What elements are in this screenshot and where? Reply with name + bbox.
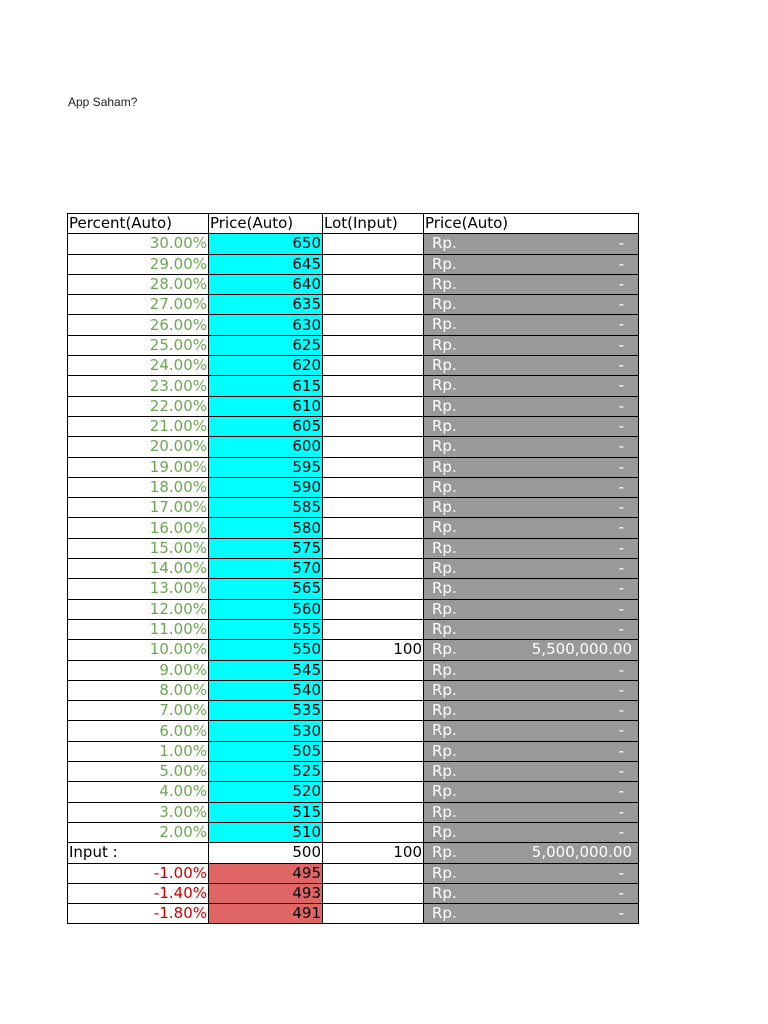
- price-cell: 500: [209, 843, 323, 863]
- price-cell: 520: [209, 782, 323, 802]
- table-row: [68, 416, 639, 436]
- percent-cell: 28.00%: [68, 274, 209, 294]
- total-price-cell: [424, 721, 639, 741]
- total-price-cell: [424, 559, 639, 579]
- price-cell: 525: [209, 762, 323, 782]
- currency-label: Rp.: [432, 599, 457, 618]
- table-row: [68, 538, 639, 558]
- percent-cell: 4.00%: [68, 782, 209, 802]
- amount-value: -: [618, 782, 624, 801]
- total-price-cell: [424, 599, 639, 619]
- lot-input-cell[interactable]: [323, 883, 424, 903]
- total-price-cell: [424, 782, 639, 802]
- currency-label: Rp.: [432, 498, 457, 517]
- lot-input-cell[interactable]: [323, 579, 424, 599]
- table-row: [68, 477, 639, 497]
- currency-label: Rp.: [432, 477, 457, 496]
- currency-label: Rp.: [432, 538, 457, 557]
- amount-value: -: [618, 701, 624, 720]
- percent-cell: 27.00%: [68, 295, 209, 315]
- price-cell: 605: [209, 416, 323, 436]
- currency-label: Rp.: [432, 843, 457, 862]
- amount-value: -: [618, 274, 624, 293]
- currency-label: Rp.: [432, 376, 457, 395]
- price-cell: 550: [209, 640, 323, 660]
- amount-value: -: [618, 254, 624, 273]
- total-price-cell: [424, 295, 639, 315]
- total-price-cell: [424, 680, 639, 700]
- lot-input-cell[interactable]: [323, 721, 424, 741]
- lot-input-cell[interactable]: [323, 396, 424, 416]
- percent-cell: 17.00%: [68, 498, 209, 518]
- amount-value: 5,000,000.00: [531, 843, 632, 862]
- amount-value: -: [618, 416, 624, 435]
- amount-value: -: [618, 538, 624, 557]
- table-body: [68, 214, 639, 924]
- amount-value: -: [618, 599, 624, 618]
- price-cell: 580: [209, 518, 323, 538]
- amount-value: -: [618, 802, 624, 821]
- currency-label: Rp.: [432, 822, 457, 841]
- currency-label: Rp.: [432, 782, 457, 801]
- currency-label: Rp.: [432, 254, 457, 273]
- currency-label: Rp.: [432, 234, 457, 253]
- table-row: [68, 660, 639, 680]
- currency-label: Rp.: [432, 802, 457, 821]
- total-price-cell: [424, 640, 639, 660]
- lot-input-cell[interactable]: [323, 315, 424, 335]
- percent-cell: 6.00%: [68, 721, 209, 741]
- percent-cell: 26.00%: [68, 315, 209, 335]
- header-total-price: Price(Auto): [424, 214, 639, 234]
- lot-input-cell[interactable]: [323, 863, 424, 883]
- percent-cell: 10.00%: [68, 640, 209, 660]
- header-percent: Percent(Auto): [68, 214, 209, 234]
- price-cell: 625: [209, 335, 323, 355]
- total-price-cell: [424, 660, 639, 680]
- price-cell: 505: [209, 741, 323, 761]
- price-cell: 570: [209, 559, 323, 579]
- amount-value: -: [618, 498, 624, 517]
- table-row: [68, 822, 639, 842]
- amount-value: -: [618, 396, 624, 415]
- percent-cell: 14.00%: [68, 559, 209, 579]
- lot-input-cell[interactable]: [323, 802, 424, 822]
- amount-value: -: [618, 579, 624, 598]
- currency-label: Rp.: [432, 396, 457, 415]
- lot-input-cell[interactable]: [323, 822, 424, 842]
- document-title: App Saham?: [68, 95, 138, 109]
- lot-input-cell[interactable]: [323, 701, 424, 721]
- currency-label: Rp.: [432, 274, 457, 293]
- table-row: [68, 518, 639, 538]
- currency-label: Rp.: [432, 416, 457, 435]
- price-cell: 640: [209, 274, 323, 294]
- table-row: [68, 457, 639, 477]
- currency-label: Rp.: [432, 315, 457, 334]
- amount-value: 5,500,000.00: [531, 640, 632, 659]
- percent-cell: 8.00%: [68, 680, 209, 700]
- total-price-cell: [424, 437, 639, 457]
- total-price-cell: [424, 762, 639, 782]
- table-row: [68, 376, 639, 396]
- percent-cell: -1.00%: [68, 863, 209, 883]
- total-price-cell: [424, 315, 639, 335]
- percent-cell: Input :: [68, 843, 209, 863]
- price-cell: 535: [209, 701, 323, 721]
- lot-input-cell[interactable]: [323, 254, 424, 274]
- lot-input-cell[interactable]: [323, 741, 424, 761]
- currency-label: Rp.: [432, 863, 457, 882]
- total-price-cell: [424, 619, 639, 639]
- percent-cell: -1.40%: [68, 883, 209, 903]
- total-price-cell: [424, 234, 639, 254]
- total-price-cell: [424, 254, 639, 274]
- amount-value: -: [618, 883, 624, 902]
- table-row: [68, 599, 639, 619]
- lot-input-cell[interactable]: [323, 680, 424, 700]
- total-price-cell: [424, 518, 639, 538]
- currency-label: Rp.: [432, 741, 457, 760]
- table-row: [68, 680, 639, 700]
- table-row: [68, 396, 639, 416]
- amount-value: -: [618, 437, 624, 456]
- price-cell: 590: [209, 477, 323, 497]
- lot-input-cell[interactable]: [323, 599, 424, 619]
- total-price-cell: [424, 802, 639, 822]
- percent-cell: 2.00%: [68, 822, 209, 842]
- price-cell: 491: [209, 904, 323, 924]
- price-cell: 565: [209, 579, 323, 599]
- percent-cell: 24.00%: [68, 356, 209, 376]
- percent-cell: 11.00%: [68, 619, 209, 639]
- lot-input-cell[interactable]: [323, 477, 424, 497]
- percent-cell: 23.00%: [68, 376, 209, 396]
- lot-input-cell[interactable]: [323, 660, 424, 680]
- header-price: Price(Auto): [209, 214, 323, 234]
- price-cell: 555: [209, 619, 323, 639]
- lot-input-cell[interactable]: [323, 356, 424, 376]
- lot-input-cell[interactable]: [323, 376, 424, 396]
- percent-cell: 25.00%: [68, 335, 209, 355]
- lot-input-cell[interactable]: 100: [323, 640, 424, 660]
- currency-label: Rp.: [432, 701, 457, 720]
- table-row: [68, 640, 639, 660]
- currency-label: Rp.: [432, 619, 457, 638]
- currency-label: Rp.: [432, 721, 457, 740]
- amount-value: -: [618, 376, 624, 395]
- table-row: [68, 274, 639, 294]
- percent-cell: 21.00%: [68, 416, 209, 436]
- amount-value: -: [618, 234, 624, 253]
- header-lot: Lot(Input): [323, 214, 424, 234]
- price-cell: 620: [209, 356, 323, 376]
- percent-cell: 9.00%: [68, 660, 209, 680]
- table-row: [68, 802, 639, 822]
- percent-cell: 29.00%: [68, 254, 209, 274]
- percent-cell: 13.00%: [68, 579, 209, 599]
- table-row: [68, 356, 639, 376]
- amount-value: -: [618, 315, 624, 334]
- table-row: [68, 254, 639, 274]
- amount-value: -: [618, 904, 624, 923]
- amount-value: -: [618, 863, 624, 882]
- amount-value: -: [618, 680, 624, 699]
- total-price-cell: [424, 579, 639, 599]
- price-cell: 630: [209, 315, 323, 335]
- lot-input-cell[interactable]: [323, 904, 424, 924]
- table-row: [68, 437, 639, 457]
- lot-input-cell[interactable]: [323, 518, 424, 538]
- amount-value: -: [618, 559, 624, 578]
- total-price-cell: [424, 356, 639, 376]
- lot-input-cell[interactable]: [323, 619, 424, 639]
- lot-input-cell[interactable]: [323, 762, 424, 782]
- price-cell: 495: [209, 863, 323, 883]
- amount-value: -: [618, 356, 624, 375]
- amount-value: -: [618, 335, 624, 354]
- table-row: [68, 904, 639, 924]
- price-cell: 515: [209, 802, 323, 822]
- price-cell: 610: [209, 396, 323, 416]
- currency-label: Rp.: [432, 437, 457, 456]
- table-row: [68, 315, 639, 335]
- total-price-cell: [424, 335, 639, 355]
- price-cell: 645: [209, 254, 323, 274]
- table-row: [68, 741, 639, 761]
- table-row: [68, 335, 639, 355]
- stock-price-table: [67, 213, 639, 924]
- total-price-cell: [424, 498, 639, 518]
- lot-input-cell[interactable]: [323, 437, 424, 457]
- amount-value: -: [618, 477, 624, 496]
- lot-input-cell[interactable]: [323, 457, 424, 477]
- total-price-cell: [424, 904, 639, 924]
- currency-label: Rp.: [432, 883, 457, 902]
- table-row: [68, 843, 639, 863]
- price-cell: 650: [209, 234, 323, 254]
- table-row: [68, 559, 639, 579]
- amount-value: -: [618, 822, 624, 841]
- percent-cell: 7.00%: [68, 701, 209, 721]
- currency-label: Rp.: [432, 640, 457, 659]
- amount-value: -: [618, 619, 624, 638]
- percent-cell: 5.00%: [68, 762, 209, 782]
- lot-input-cell[interactable]: [323, 538, 424, 558]
- price-cell: 560: [209, 599, 323, 619]
- table-row: [68, 234, 639, 254]
- percent-cell: 16.00%: [68, 518, 209, 538]
- table-row: [68, 883, 639, 903]
- amount-value: -: [618, 741, 624, 760]
- currency-label: Rp.: [432, 660, 457, 679]
- price-cell: 600: [209, 437, 323, 457]
- percent-cell: 20.00%: [68, 437, 209, 457]
- table-row: [68, 701, 639, 721]
- price-cell: 615: [209, 376, 323, 396]
- amount-value: -: [618, 762, 624, 781]
- header-row: [68, 214, 639, 234]
- table-row: [68, 762, 639, 782]
- percent-cell: 3.00%: [68, 802, 209, 822]
- total-price-cell: [424, 274, 639, 294]
- price-cell: 585: [209, 498, 323, 518]
- table-row: [68, 721, 639, 741]
- lot-input-cell[interactable]: [323, 335, 424, 355]
- total-price-cell: [424, 538, 639, 558]
- currency-label: Rp.: [432, 680, 457, 699]
- percent-cell: -1.80%: [68, 904, 209, 924]
- percent-cell: 19.00%: [68, 457, 209, 477]
- amount-value: -: [618, 660, 624, 679]
- lot-input-cell[interactable]: [323, 559, 424, 579]
- lot-input-cell[interactable]: [323, 234, 424, 254]
- total-price-cell: [424, 741, 639, 761]
- table-row: [68, 295, 639, 315]
- currency-label: Rp.: [432, 559, 457, 578]
- total-price-cell: [424, 863, 639, 883]
- total-price-cell: [424, 457, 639, 477]
- percent-cell: 22.00%: [68, 396, 209, 416]
- price-cell: 595: [209, 457, 323, 477]
- price-cell: 575: [209, 538, 323, 558]
- percent-cell: 15.00%: [68, 538, 209, 558]
- currency-label: Rp.: [432, 579, 457, 598]
- lot-input-cell[interactable]: 100: [323, 843, 424, 863]
- amount-value: -: [618, 518, 624, 537]
- lot-input-cell[interactable]: [323, 295, 424, 315]
- total-price-cell: [424, 701, 639, 721]
- currency-label: Rp.: [432, 518, 457, 537]
- percent-cell: 18.00%: [68, 477, 209, 497]
- total-price-cell: [424, 883, 639, 903]
- table-row: [68, 498, 639, 518]
- table-row: [68, 863, 639, 883]
- total-price-cell: [424, 477, 639, 497]
- price-cell: 635: [209, 295, 323, 315]
- currency-label: Rp.: [432, 356, 457, 375]
- percent-cell: 12.00%: [68, 599, 209, 619]
- total-price-cell: [424, 843, 639, 863]
- currency-label: Rp.: [432, 335, 457, 354]
- percent-cell: 1.00%: [68, 741, 209, 761]
- price-cell: 545: [209, 660, 323, 680]
- table-row: [68, 579, 639, 599]
- amount-value: -: [618, 457, 624, 476]
- amount-value: -: [618, 721, 624, 740]
- currency-label: Rp.: [432, 904, 457, 923]
- price-cell: 493: [209, 883, 323, 903]
- lot-input-cell[interactable]: [323, 274, 424, 294]
- amount-value: -: [618, 295, 624, 314]
- table-row: [68, 619, 639, 639]
- total-price-cell: [424, 376, 639, 396]
- lot-input-cell[interactable]: [323, 416, 424, 436]
- price-cell: 540: [209, 680, 323, 700]
- lot-input-cell[interactable]: [323, 498, 424, 518]
- currency-label: Rp.: [432, 295, 457, 314]
- total-price-cell: [424, 822, 639, 842]
- lot-input-cell[interactable]: [323, 782, 424, 802]
- price-cell: 530: [209, 721, 323, 741]
- percent-cell: 30.00%: [68, 234, 209, 254]
- currency-label: Rp.: [432, 762, 457, 781]
- currency-label: Rp.: [432, 457, 457, 476]
- price-cell: 510: [209, 822, 323, 842]
- table-row: [68, 782, 639, 802]
- total-price-cell: [424, 396, 639, 416]
- total-price-cell: [424, 416, 639, 436]
